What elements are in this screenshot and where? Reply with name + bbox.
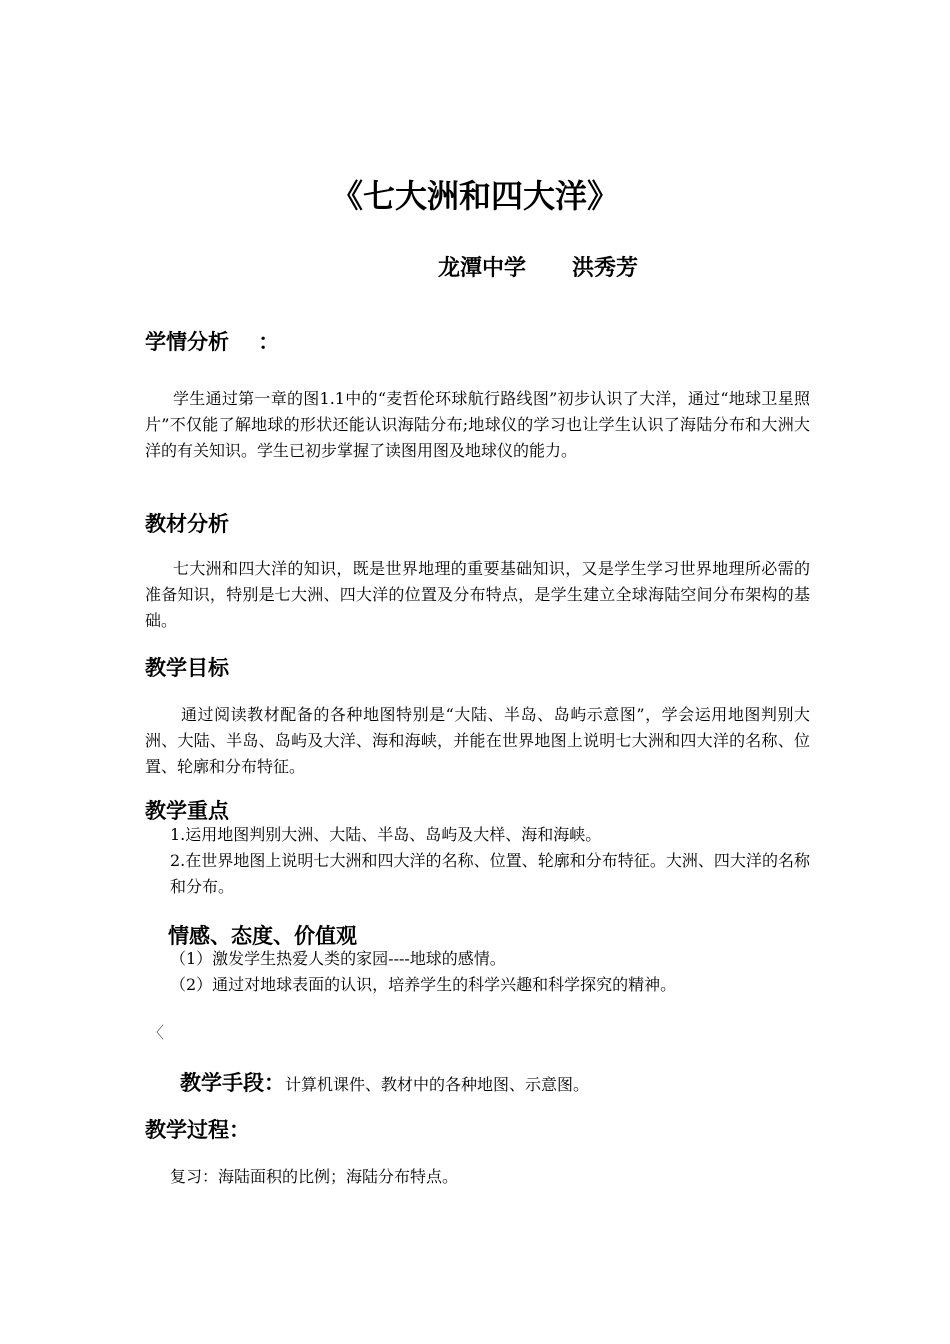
heading-xueqing: 学情分析 ： (145, 330, 280, 354)
paragraph-jiaocai: 七大洲和四大洋的知识，既是世界地理的重要基础知识，又是学生学习世界地理所必需的准备知识，特别是七大洲、四大洋的位置及分布特点，是学生建立全球海陆空间分布架构的基础。 (145, 559, 810, 630)
list-item-zhongdian-2: 2.在世界地图上说明七大洲和四大洋的名称、位置、轮廓和分布特征。大洲、四大洋的名称和分布。 (170, 851, 810, 896)
list-item-qinggan-1: （1）激发学生热爱人类的家园----地球的感情。 (170, 949, 506, 968)
teaching-means-label: 教学手段： (180, 1071, 285, 1095)
stray-mark: 〈 (148, 1023, 165, 1042)
heading-guocheng: 教学过程： (145, 1118, 250, 1142)
heading-qinggan: 情感、态度、价值观 (168, 924, 357, 948)
teaching-means-text: 计算机课件、教材中的各种地图、示意图。 (285, 1075, 590, 1094)
paragraph-mubiao: 通过阅读教材配备的各种地图特别是“大陆、半岛、岛屿示意图”，学会运用地图判别大洲、大陆、半岛、岛屿及大洋、海和海峡，并能在世界地图上说明七大洲和四大洋的名称、位置、轮廓和分布特征。 (145, 705, 810, 776)
teaching-means (180, 1068, 589, 1100)
list-item-qinggan-2: （2）通过对地球表面的认识，培养学生的科学兴趣和科学探究的精神。 (170, 975, 677, 994)
paragraph-xueqing: 学生通过第一章的图1.1中的“麦哲伦环球航行路线图”初步认识了大洋，通过“地球卫星照片”不仅能了解地球的形状还能认识海陆分布;地球仪的学习也让学生认识了海陆分布和大洲大洋的有关知识。学生已初步掌握了读图用图及地球仪的能力。 (145, 389, 810, 460)
heading-mubiao: 教学目标 (145, 656, 229, 680)
document-title: 《七大洲和四大洋》 (330, 177, 619, 215)
list-item-zhongdian-1: 1.运用地图判别大洲、大陆、半岛、岛屿及大样、海和海峡。 (170, 825, 602, 844)
author-line: 龙潭中学 洪秀芳 (438, 256, 638, 281)
heading-jiaocai: 教材分析 (145, 512, 229, 536)
paragraph-guocheng: 复习：海陆面积的比例；海陆分布特点。 (170, 1167, 459, 1186)
heading-zhongdian: 教学重点 (145, 799, 229, 823)
